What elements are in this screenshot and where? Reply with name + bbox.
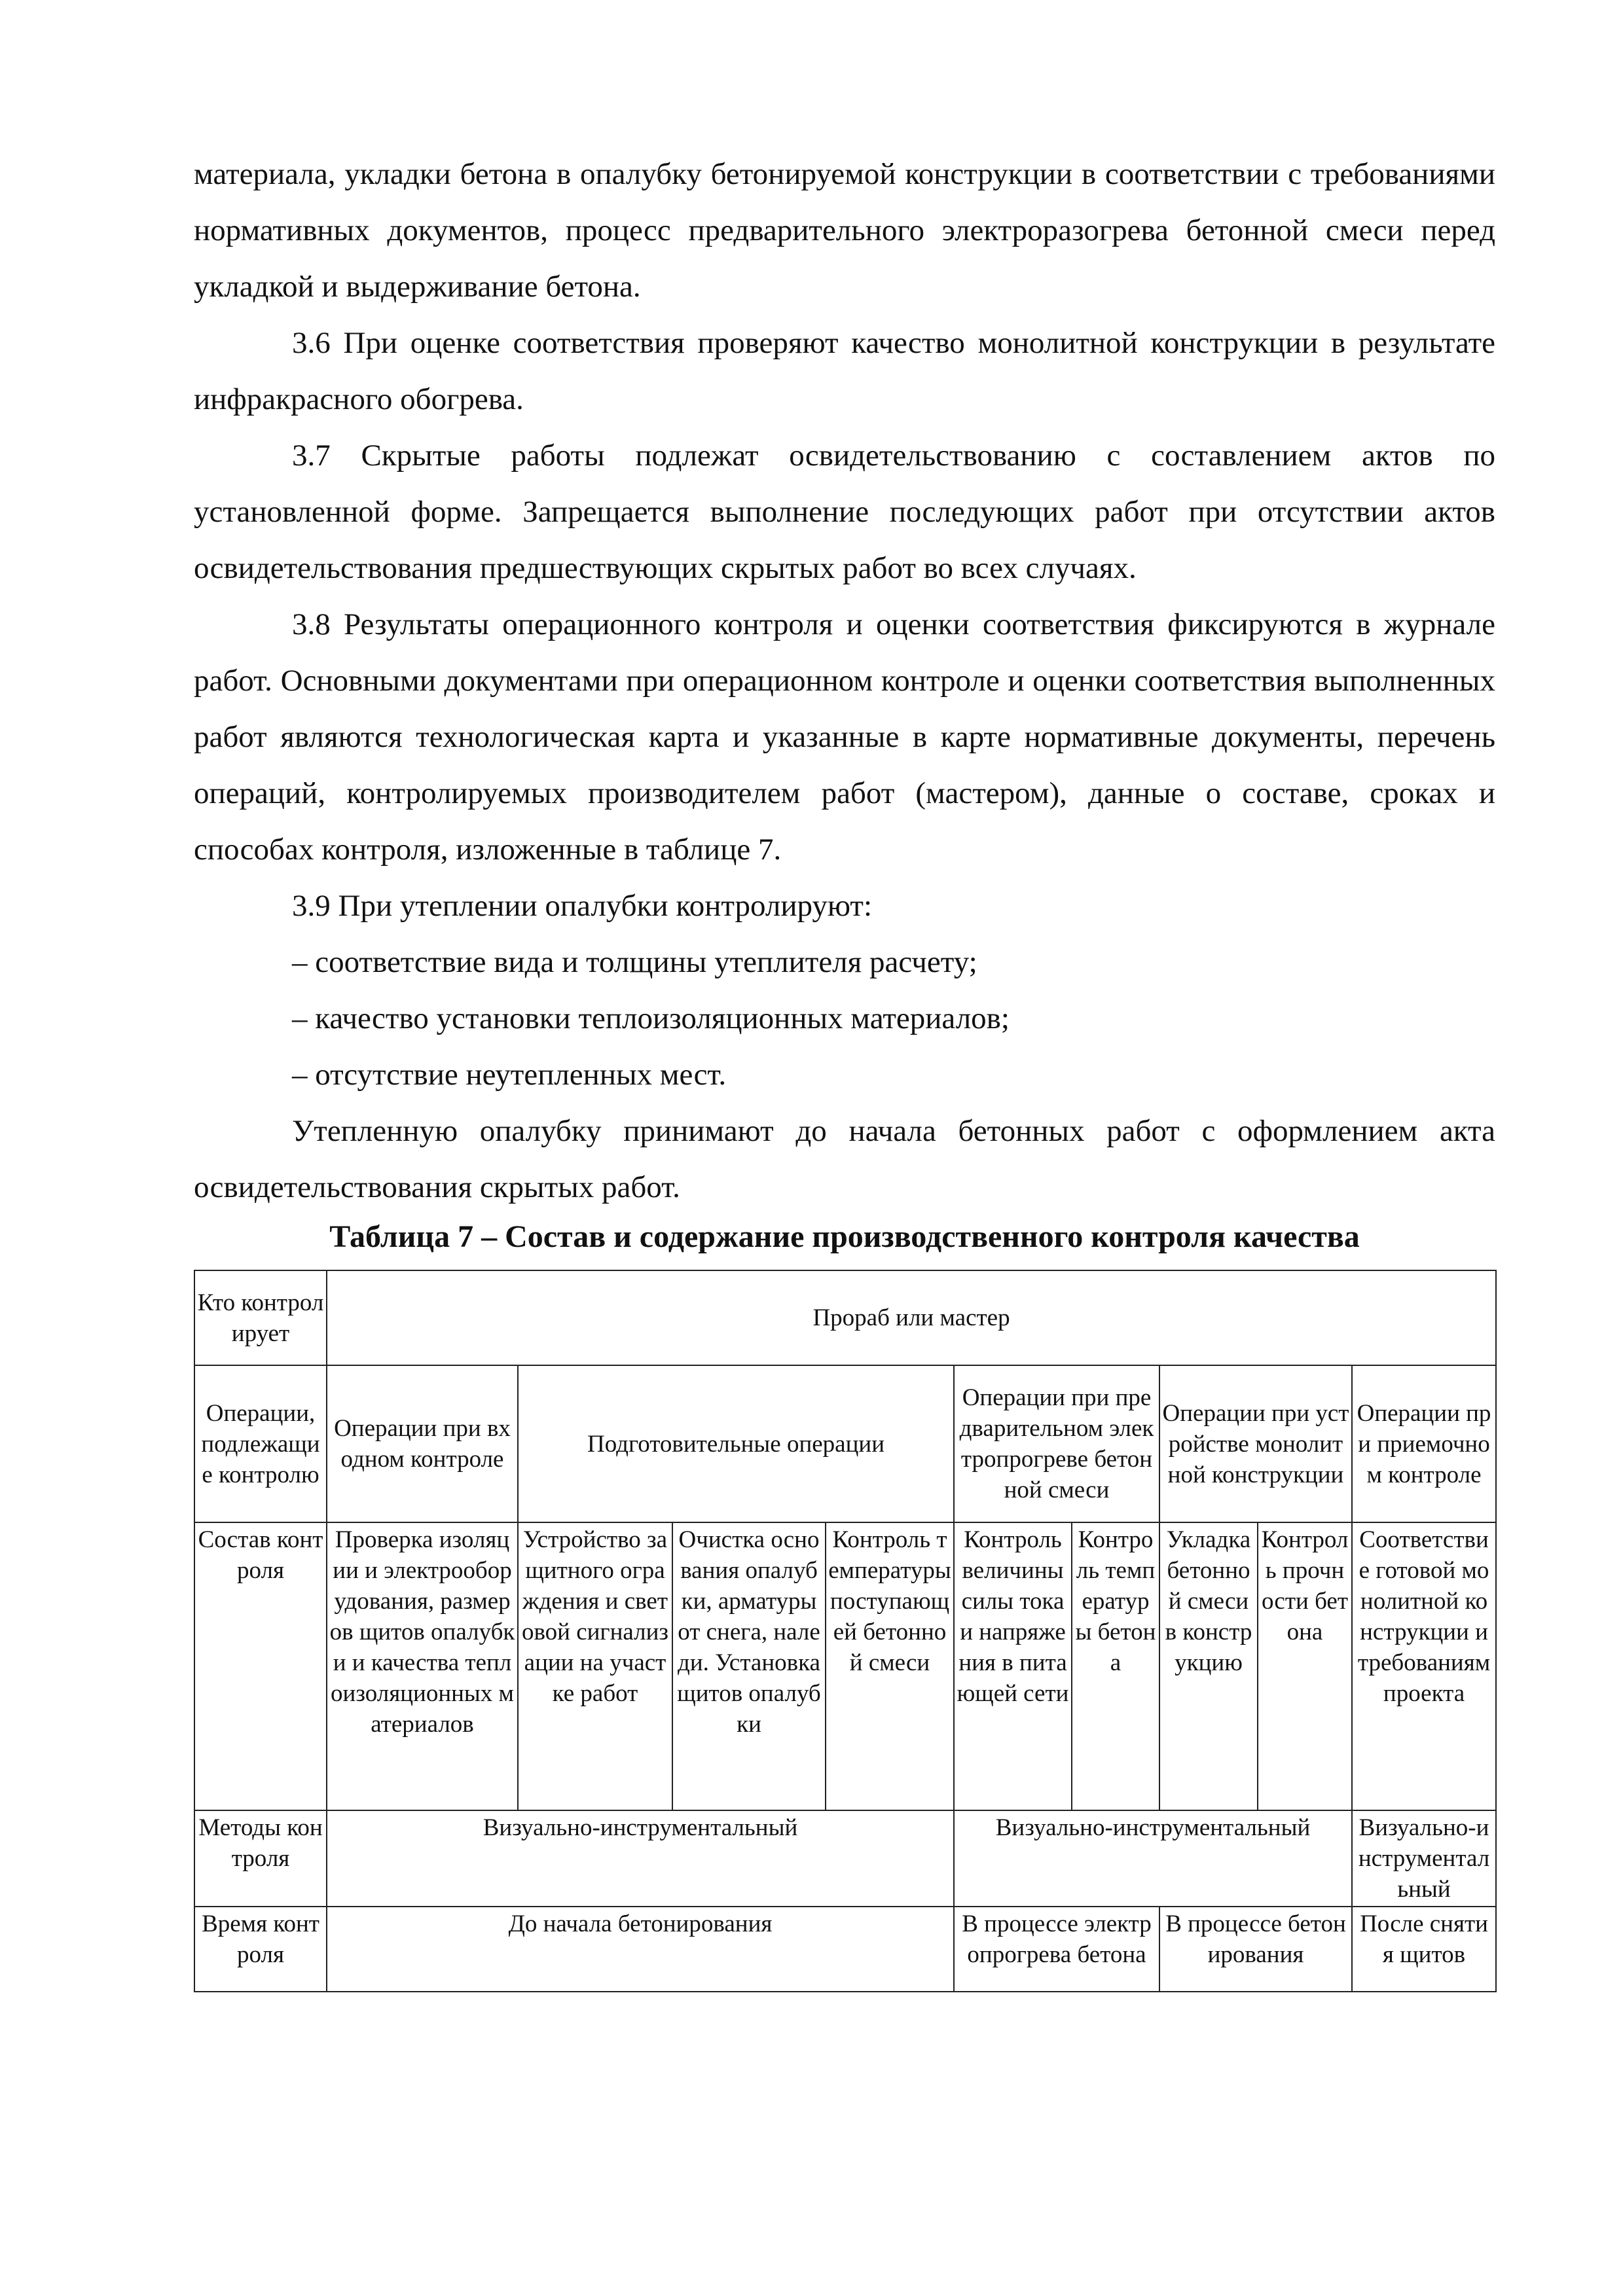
paragraph-3-8: 3.8 Результаты операционного контроля и оценки соответствия фиксируются в журнале работ. Основными документами при операционном контроле и оценки соответствия выполненных работ являются технологическая карта и указанные в карте нормативные документы, перечень операций, контролируемых производителем работ (мастером), данные о составе, сроках и способах контроля, изложенные в таблице 7. [194, 607, 1495, 867]
list-item: – отсутствие неутепленных мест. [292, 1058, 727, 1092]
row-label-composition: Состав контроля [194, 1522, 327, 1810]
table-cell: Визуально-инструментальный [327, 1810, 954, 1907]
paragraph-3-7: 3.7 Скрытые работы подлежат освидетельствованию с составлением актов по установленной форме. Запрещается выполнение последующих работ при отсутствии актов освидетельствования предшествующих скрытых работ во всех случаях. [194, 439, 1495, 585]
table-cell: Соответствие готовой монолитной конструкции и требованиям проекта [1352, 1522, 1496, 1810]
table-row [194, 1270, 1496, 1365]
table-row [194, 1810, 1496, 1907]
row-label-who: Кто контролирует [194, 1270, 327, 1365]
table-cell: До начала бетонирования [327, 1907, 954, 1992]
table-cell: Укладка бетонной смеси в конструкцию [1159, 1522, 1258, 1810]
table-cell: Очистка основания опалубки, арматуры от снега, наледи. Установка щитов опалубки [672, 1522, 826, 1810]
quality-control-table [194, 1270, 1497, 1992]
table-caption: Таблица 7 – Состав и содержание производственного контроля качества [329, 1219, 1360, 1254]
table-cell: Проверка изоляции и электрооборудования, размеров щитов опалубки и качества теплоизоляционных материалов [327, 1522, 518, 1810]
table-cell: Операции при входном контроле [327, 1365, 518, 1522]
list-item: – качество установки теплоизоляционных материалов; [292, 1001, 1010, 1035]
paragraph-3-9: 3.9 При утеплении опалубки контролируют: [292, 889, 873, 923]
table-cell: После снятия щитов [1352, 1907, 1496, 1992]
table-cell: Устройство защитного ограждения и световой сигнализации на участке работ [518, 1522, 672, 1810]
table-row [194, 1522, 1496, 1810]
table-cell: Операции при предварительном электропрогреве бетонной смеси [954, 1365, 1159, 1522]
table-cell: Контроль прочности бетона [1258, 1522, 1352, 1810]
paragraph-final: Утепленную опалубку принимают до начала бетонных работ с оформлением акта освидетельствования скрытых работ. [194, 1114, 1495, 1204]
table-cell: Контроль температуры поступающей бетонной смеси [826, 1522, 954, 1810]
table-row [194, 1907, 1496, 1992]
who-value: Прораб или мастер [327, 1270, 1496, 1365]
table-cell: Контроль температуры бетона [1072, 1522, 1159, 1810]
table-cell: Операции при приемочном контроле [1352, 1365, 1496, 1522]
table-row [194, 1365, 1496, 1522]
row-label-operations: Операции, подлежащие контролю [194, 1365, 327, 1522]
table-cell: Визуально-инструментальный [1352, 1810, 1496, 1907]
table-cell: Визуально-инструментальный [954, 1810, 1352, 1907]
row-label-methods: Методы контроля [194, 1810, 327, 1907]
table-cell: В процессе электропрогрева бетона [954, 1907, 1159, 1992]
table-cell: Подготовительные операции [518, 1365, 954, 1522]
table-cell: В процессе бетонирования [1159, 1907, 1352, 1992]
row-label-time: Время контроля [194, 1907, 327, 1992]
paragraph-3-6: 3.6 При оценке соответствия проверяют качество монолитной конструкции в результате инфракрасного обогрева. [194, 326, 1495, 416]
paragraph-continuation: материала, укладки бетона в опалубку бетонируемой конструкции в соответствии с требованиями нормативных документов, процесс предварительного электроразогрева бетонной смеси перед укладкой и выдерживание бетона. [194, 157, 1495, 304]
table-cell: Операции при устройстве монолитной конструкции [1159, 1365, 1352, 1522]
list-item: – соответствие вида и толщины утеплителя расчету; [292, 945, 977, 979]
table-cell: Контроль величины силы тока и напряжения в питающей сети [954, 1522, 1072, 1810]
